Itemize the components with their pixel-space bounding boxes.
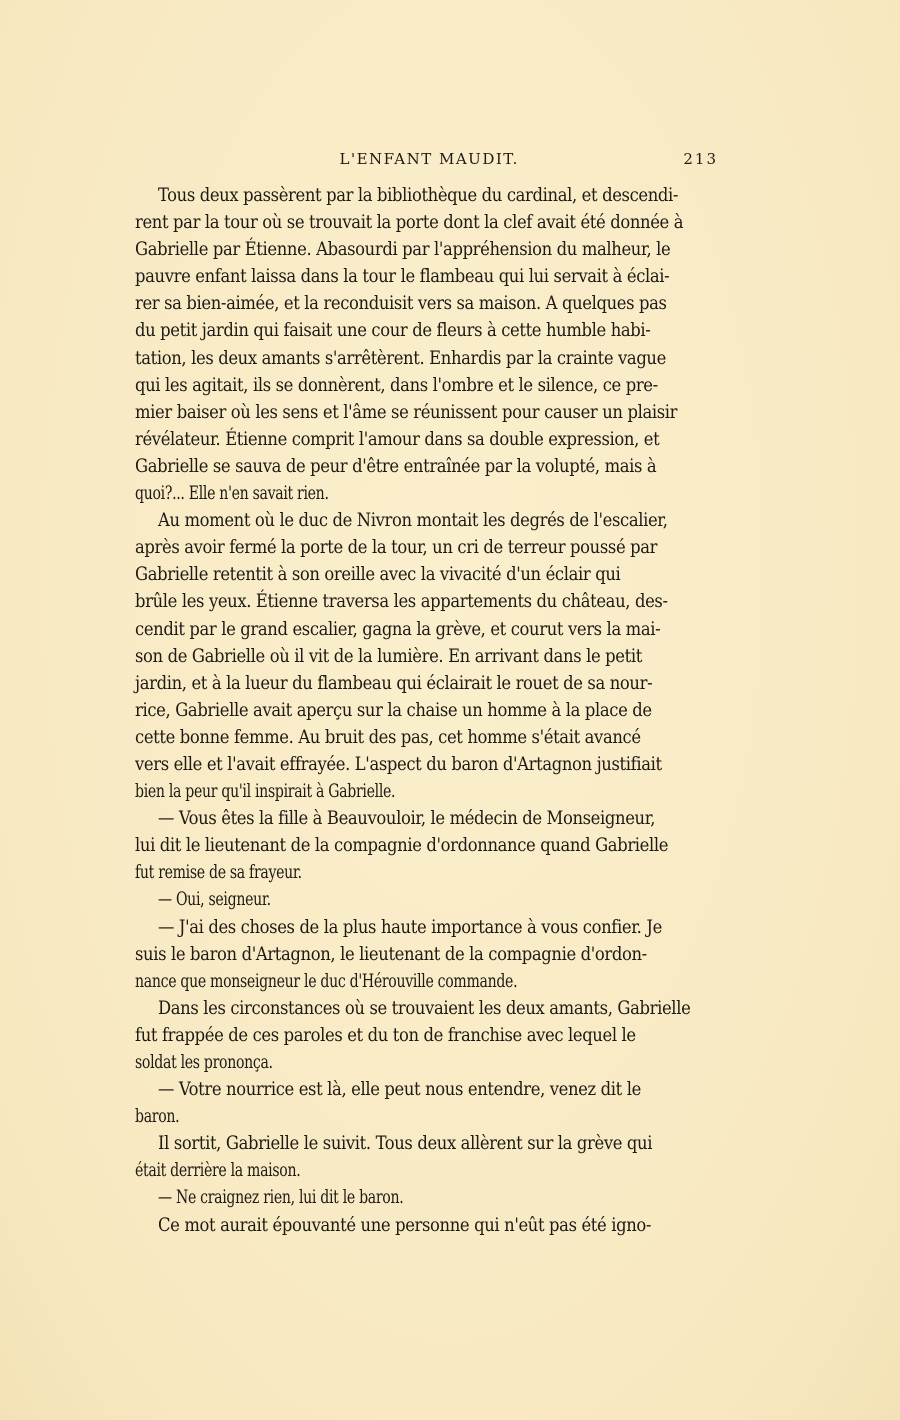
- text-line: rer sa bien-aimée, et la reconduisit vers sa maison. A quelques pas: [135, 293, 667, 315]
- text-line: était derrière la maison.: [135, 1160, 301, 1182]
- text-line: — Oui, seigneur.: [158, 889, 271, 911]
- running-title: L'ENFANT MAUDIT.: [339, 150, 519, 168]
- text-line: Gabrielle se sauva de peur d'être entraînée par la volupté, mais à: [135, 455, 657, 477]
- text-line: Gabrielle retentit à son oreille avec la vivacité d'un éclair qui: [135, 564, 621, 586]
- text-line: rent par la tour où se trouvait la porte dont la clef avait été donnée à: [135, 212, 684, 234]
- text-line: Il sortit, Gabrielle le suivit. Tous deux allèrent sur la grève qui: [158, 1133, 653, 1155]
- running-header: [135, 150, 718, 178]
- text-line: cendit par le grand escalier, gagna la grève, et courut vers la mai-: [135, 618, 661, 640]
- text-line: lui dit le lieutenant de la compagnie d'ordonnance quand Gabrielle: [135, 835, 669, 857]
- book-page: [135, 150, 718, 1239]
- text-line: suis le baron d'Artagnon, le lieutenant de la compagnie d'ordon-: [135, 943, 647, 965]
- text-line: révélateur. Étienne comprit l'amour dans sa double expression, et: [135, 428, 660, 450]
- text-line: Dans les circonstances où se trouvaient les deux amants, Gabrielle: [158, 997, 691, 1019]
- text-line: jardin, et à la lueur du flambeau qui éclairait le rouet de sa nour-: [135, 672, 653, 694]
- text-line: du petit jardin qui faisait une cour de fleurs à cette humble habi-: [135, 320, 651, 342]
- text-line: pauvre enfant laissa dans la tour le flambeau qui lui servait à éclai-: [135, 266, 670, 288]
- text-line: qui les agitait, ils se donnèrent, dans l'ombre et le silence, ce pre-: [135, 374, 658, 396]
- text-line: après avoir fermé la porte de la tour, un cri de terreur poussé par: [135, 537, 658, 559]
- text-line: fut remise de sa frayeur.: [135, 862, 302, 884]
- text-line: quoi?... Elle n'en savait rien.: [135, 483, 329, 505]
- text-line: son de Gabrielle où il vit de la lumière. En arrivant dans le petit: [135, 645, 642, 667]
- text-line: nance que monseigneur le duc d'Hérouville commande.: [135, 970, 518, 992]
- text-line: Tous deux passèrent par la bibliothèque du cardinal, et descendi-: [158, 185, 679, 206]
- text-line: cette bonne femme. Au bruit des pas, cet homme s'était avancé: [135, 726, 641, 748]
- page-number: 213: [683, 150, 718, 168]
- text-line: baron.: [135, 1106, 180, 1128]
- text-line: — Votre nourrice est là, elle peut nous entendre, venez dit le: [158, 1079, 641, 1101]
- text-line: Ce mot aurait épouvanté une personne qui n'eût pas été igno-: [158, 1214, 652, 1236]
- text-line: rice, Gabrielle avait aperçu sur la chaise un homme à la place de: [135, 699, 652, 721]
- text-line: brûle les yeux. Étienne traversa les appartements du château, des-: [135, 591, 668, 613]
- text-line: bien la peur qu'il inspirait à Gabrielle.: [135, 781, 396, 803]
- text-line: mier baiser où les sens et l'âme se réunissent pour causer un plaisir: [135, 401, 678, 423]
- text-line: soldat les prononça.: [135, 1052, 273, 1073]
- text-line: fut frappée de ces paroles et du ton de franchise avec lequel le: [135, 1024, 636, 1046]
- text-line: vers elle et l'avait effrayée. L'aspect du baron d'Artagnon justifiait: [135, 753, 662, 775]
- text-line: Gabrielle par Étienne. Abasourdi par l'appréhension du malheur, le: [135, 239, 671, 261]
- text-line: — Ne craignez rien, lui dit le baron.: [158, 1187, 404, 1209]
- text-line: — J'ai des choses de la plus haute importance à vous confier. Je: [158, 916, 662, 938]
- text-line: tation, les deux amants s'arrêtèrent. Enhardis par la crainte vague: [135, 347, 666, 369]
- text-line: Au moment où le duc de Nivron montait les degrés de l'escalier,: [158, 510, 668, 532]
- page-body-text: [135, 182, 718, 1239]
- text-line: — Vous êtes la fille à Beauvouloir, le médecin de Monseigneur,: [158, 808, 656, 830]
